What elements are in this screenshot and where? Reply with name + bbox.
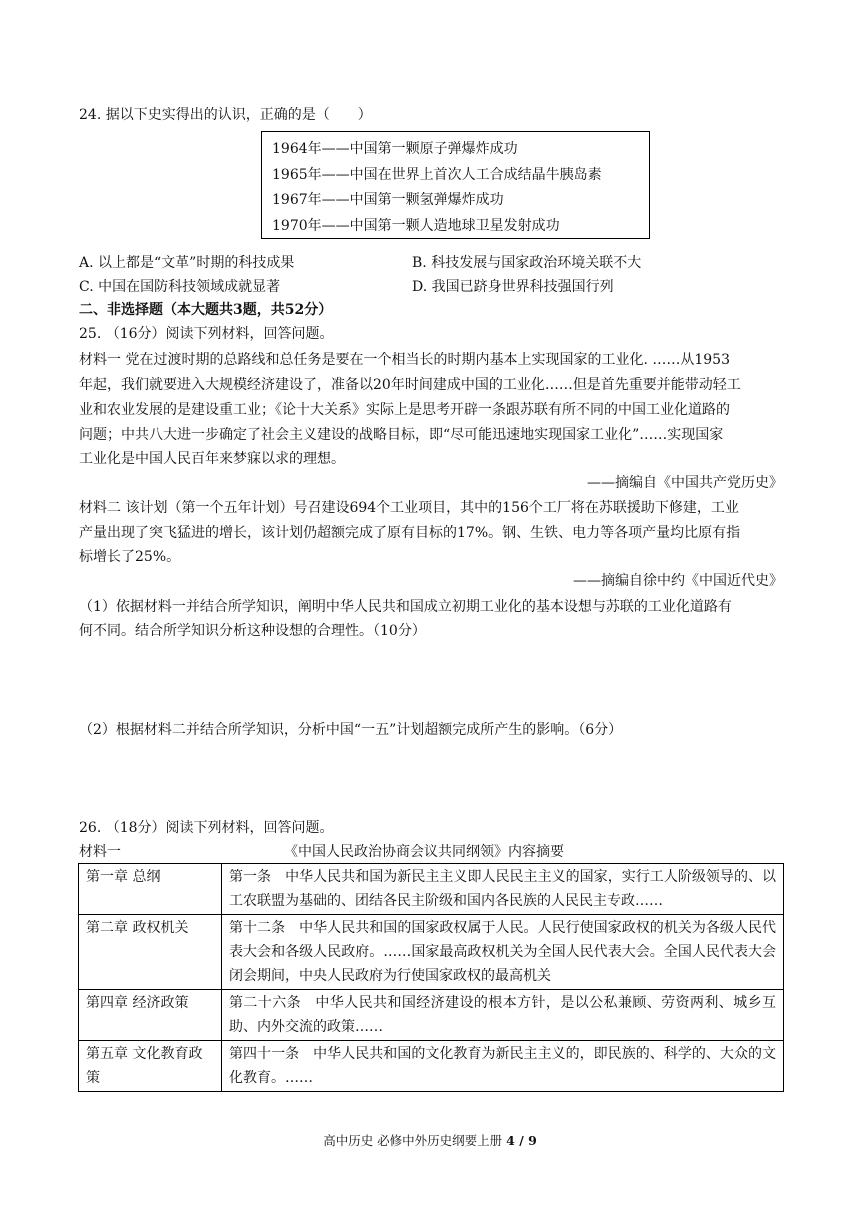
q25-subquestion-1-line-1: （1）依据材料一并结合所学知识，阐明中华人民共和国成立初期工业化的基本设想与苏联的工业化道路有	[79, 599, 732, 615]
q25-subquestion-2: （2）根据材料二并结合所学知识，分析中国“一五”计划超额完成所产生的影响。（6分）	[79, 722, 623, 738]
table-cell-chapter: 第二章 政权机关	[79, 915, 222, 990]
table-cell-chapter: 第五章 文化教育政策	[79, 1041, 222, 1092]
q25-subquestion-1-line-2: 何不同。结合所学知识分析这种设想的合理性。（10分）	[79, 623, 426, 639]
footer-text: 高中历史 必修中外历史纲要上册	[323, 1133, 507, 1148]
table-row	[79, 915, 784, 990]
q24-fact-2: 1965年——中国在世界上首次人工合成结晶牛胰岛素	[272, 166, 602, 183]
q25-source-2: ——摘编自徐中约《中国近代史》	[573, 573, 783, 589]
table-row	[79, 1041, 784, 1092]
q24-option-d: D. 我国已跻身世界科技强国行列	[412, 279, 614, 295]
page-footer	[0, 1132, 860, 1150]
q24-option-b: B. 科技发展与国家政治环境关联不大	[412, 255, 642, 271]
table-cell-content: 第四十一条 中华人民共和国的文化教育为新民主主义的，即民族的、科学的、大众的文化教育。……	[222, 1041, 784, 1092]
q25-material2-line-3: 标增长了25%。	[79, 549, 181, 565]
q25-material2-line-1: 材料二 该计划（第一个五年计划）号召建设694个工业项目，其中的156个工厂将在苏联援助下修建，工业	[79, 500, 739, 516]
table-cell-content: 第十二条 中华人民共和国的国家政权属于人民。人民行使国家政权的机关为各级人民代表大会和各级人民政府。……国家最高政权机关为全国人民代表大会。全国人民代表大会闭会期间，中央人民政府为行使国家政权的最高机关	[222, 915, 784, 990]
table-row	[79, 990, 784, 1041]
q26-material-label: 材料一	[79, 844, 121, 860]
q24-fact-1: 1964年——中国第一颗原子弹爆炸成功	[272, 141, 518, 157]
q24-fact-3: 1967年——中国第一颗氢弹爆炸成功	[272, 192, 504, 208]
q25-stem: 25. （16分）阅读下列材料，回答问题。	[79, 326, 334, 342]
table-row	[79, 864, 784, 915]
q26-table-title: 《中国人民政治协商会议共同纲领》内容摘要	[284, 844, 564, 860]
q25-material1-line-3: 业和农业发展的是建设重工业；《论十大关系》实际上是思考开辟一条跟苏联有所不同的中国工业化道路的	[79, 402, 730, 418]
q24-fact-4: 1970年——中国第一颗人造地球卫星发射成功	[272, 217, 560, 234]
q25-material1-line-5: 工业化是中国人民百年来梦寐以求的理想。	[79, 451, 345, 467]
q25-source-1: ——摘编自《中国共产党历史》	[587, 475, 783, 491]
common-program-table	[78, 863, 784, 1092]
q26-stem: 26. （18分）阅读下列材料，回答问题。	[79, 820, 334, 836]
q24-facts-box	[261, 131, 650, 239]
table-cell-chapter: 第一章 总纲	[79, 864, 222, 915]
table-cell-content: 第二十六条 中华人民共和国经济建设的根本方针，是以公私兼顾、劳资两利、城乡互助、内外交流的政策……	[222, 990, 784, 1041]
table-cell-chapter: 第四章 经济政策	[79, 990, 222, 1041]
q25-material1-line-4: 问题；中共八大进一步确定了社会主义建设的战略目标，即“尽可能迅速地实现国家工业化”……实现国家	[79, 427, 724, 443]
q25-material1-line-1: 材料一 党在过渡时期的总路线和总任务是要在一个相当长的时期内基本上实现国家的工业化. ……从1953	[79, 352, 730, 368]
q25-material1-line-2: 年起，我们就要进入大规模经济建设了，准备以20年时间建成中国的工业化……但是首先重要并能带动轻工	[79, 377, 741, 393]
section-heading: 二、非选择题（本大题共3题，共52分）	[79, 302, 333, 318]
page-number: 4 / 9	[506, 1133, 537, 1148]
q25-material2-line-2: 产量出现了突飞猛进的增长，该计划仍超额完成了原有目标的17%。钢、生铁、电力等各项产量均比原有指	[79, 525, 741, 541]
q24-option-a: A. 以上都是“文革”时期的科技成果	[79, 255, 295, 271]
table-cell-content: 第一条 中华人民共和国为新民主主义即人民民主主义的国家，实行工人阶级领导的、以工农联盟为基础的、团结各民主阶级和国内各民族的人民民主专政……	[222, 864, 784, 915]
q24-stem: 24. 据以下史实得出的认识，正确的是（ ）	[79, 107, 372, 123]
q24-option-c: C. 中国在国防科技领域成就显著	[79, 279, 281, 295]
